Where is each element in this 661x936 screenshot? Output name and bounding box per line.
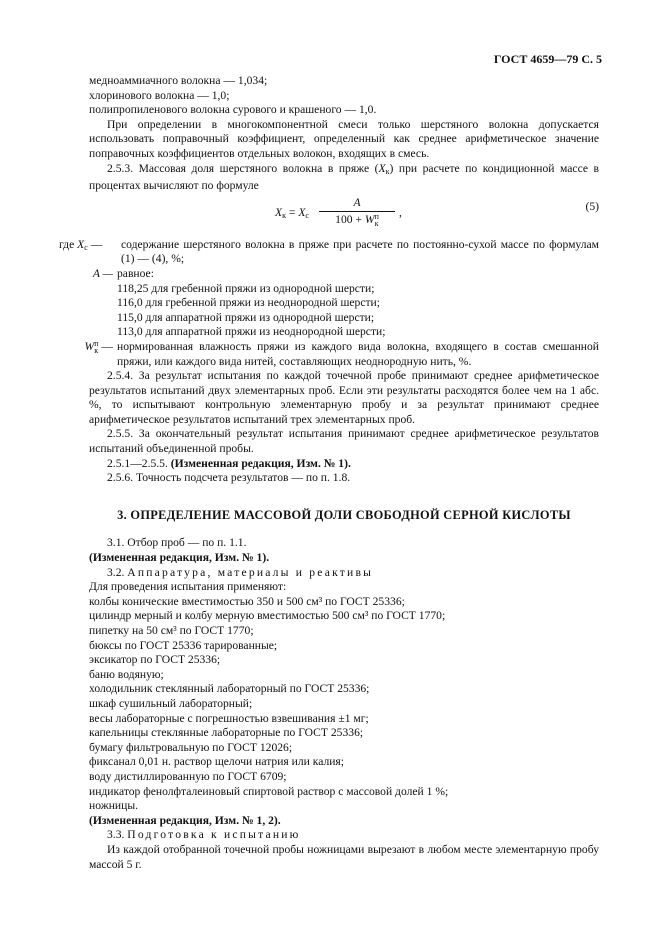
list-item: 113,0 для аппаратной пряжи из неоднородной шерсти; xyxy=(117,325,386,339)
page-header: ГОСТ 4659—79 С. 5 xyxy=(493,52,602,66)
paragraph-3-3: 3.3. Подготовка к испытанию xyxy=(107,828,301,842)
list-item: полипропиленового волокна сурового и крашеного — 1,0. xyxy=(89,103,377,117)
definitions xyxy=(59,237,599,369)
formula-lhs: $X_к = X_с$ xyxy=(275,205,309,220)
list-item: холодильник стеклянный лабораторный по ГОСТ 25336; xyxy=(89,682,370,696)
list-item: весы лабораторные с погрешностью взвешивания ±1 мг; xyxy=(89,711,369,725)
list-item: 115,0 для аппаратной пряжи из однородной шерсти; xyxy=(117,310,375,324)
paragraph-intro: Для проведения испытания применяют: xyxy=(89,580,287,594)
paragraph-3-2: 3.2. Аппаратура, материалы и реактивы xyxy=(107,565,374,579)
list-item: 118,25 для гребенной пряжи из однородной шерсти; xyxy=(117,281,375,295)
list-item: фиксанал 0,01 н. раствор щелочи натрия или калия; xyxy=(89,755,344,769)
formula-numerator: A xyxy=(319,196,395,213)
definition-w: Wп к — нормированная влажность пряжи из каждого вида волокна, входящего в состав смешанной пряжи, или каждого вида нитей, составляющих неоднородную нить, %. xyxy=(84,338,599,368)
definition-xc: где $X_с$ — содержание шерстяного волокна в пряже при расчете по постоянно-сухой массе по формулам (1) — (4), %; xyxy=(59,237,599,266)
list-item: индикатор фенолфталеиновый спиртовой раствор с массовой долей 1 %; xyxy=(89,784,449,798)
list-item: капельницы стеклянные лабораторные по ГОСТ 25336; xyxy=(89,726,364,740)
list-item: шкаф сушильный лабораторный; xyxy=(89,696,253,710)
list-item: медноаммиачного волокна — 1,034; xyxy=(89,74,268,87)
amendment-note: (Измененная редакция, Изм. № 1, 2). xyxy=(89,813,281,827)
section-title: 3. ОПРЕДЕЛЕНИЕ МАССОВОЙ ДОЛИ СВОБОДНОЙ СЕРНОЙ КИСЛОТЫ xyxy=(117,507,571,522)
paragraph-2-5-3: 2.5.3. Массовая доля шерстяного волокна в пряже $(X_к)$ при расчете по кондиционной массе в процентах вычисляют по формуле xyxy=(89,161,599,193)
list-item: хлоринового волокна — 1,0; xyxy=(89,88,230,102)
formula-denominator: 100 + Wп к xyxy=(335,212,379,229)
list-item: ножницы. xyxy=(89,799,139,813)
paragraph-multicomponent: При определении в многокомпонентной смеси только шерстяного волокна допускается использовать поправочный коэффициент, определенный как среднее арифметическое значение поправочных коэффициентов отдельных волокон, входящих в смесь. xyxy=(89,117,599,160)
list-item: воду дистиллированную по ГОСТ 6709; xyxy=(89,769,287,783)
equipment-list xyxy=(89,595,599,814)
list-item: эксикатор по ГОСТ 25336; xyxy=(89,653,221,667)
document-body xyxy=(59,74,599,872)
definition-a: A — равное: xyxy=(92,266,154,280)
paragraph-2-5-1-2-5-5: 2.5.1—2.5.5. (Измененная редакция, Изм. № 1). xyxy=(107,456,351,470)
list-item: 116,0 для гребенной пряжи из неоднородной шерсти; xyxy=(117,296,380,310)
paragraph-2-5-6: 2.5.6. Точность подсчета результатов — по п. 1.8. xyxy=(107,471,351,485)
formula-number: (5) xyxy=(585,199,599,213)
formula-5: $X_к = X_с$ A 100 + Wп к , (5) xyxy=(275,195,599,229)
formula-fraction xyxy=(319,196,395,228)
list-item: колбы конические вместимостью 350 и 500 см³ по ГОСТ 25336; xyxy=(89,594,405,608)
amendment-note: (Измененная редакция, Изм. № 1). xyxy=(89,551,270,565)
list-item: бумагу фильтровальную по ГОСТ 12026; xyxy=(89,740,293,754)
list-item: бюксы по ГОСТ 25336 тарированные; xyxy=(89,638,278,652)
paragraph-3-1: 3.1. Отбор проб — по п. 1.1. xyxy=(107,536,247,550)
paragraph-3-3-text: Из каждой отобранной точечной пробы ножницами вырезают в любом месте элементарную пробу массой 5 г. xyxy=(89,842,599,871)
list-item: баню водяную; xyxy=(89,667,164,681)
paragraph-2-5-4: 2.5.4. За результат испытания по каждой точечной пробе принимают среднее арифметическое результатов испытаний двух элементарных проб. Если эти результаты расходятся более чем на 1 абс. %, то испытывают контрольную элементарную пробу и за результат принимают среднее арифметическое результатов испытаний трех элементарных проб. xyxy=(89,369,599,426)
list-item: цилиндр мерный и колбу мерную вместимостью 500 см³ по ГОСТ 1770; xyxy=(89,609,446,623)
list-item: пипетку на 50 см³ по ГОСТ 1770; xyxy=(89,624,254,637)
paragraph-2-5-5: 2.5.5. За окончательный результат испытания принимают среднее арифметическое результатов испытаний объединенной пробы. xyxy=(89,427,599,456)
